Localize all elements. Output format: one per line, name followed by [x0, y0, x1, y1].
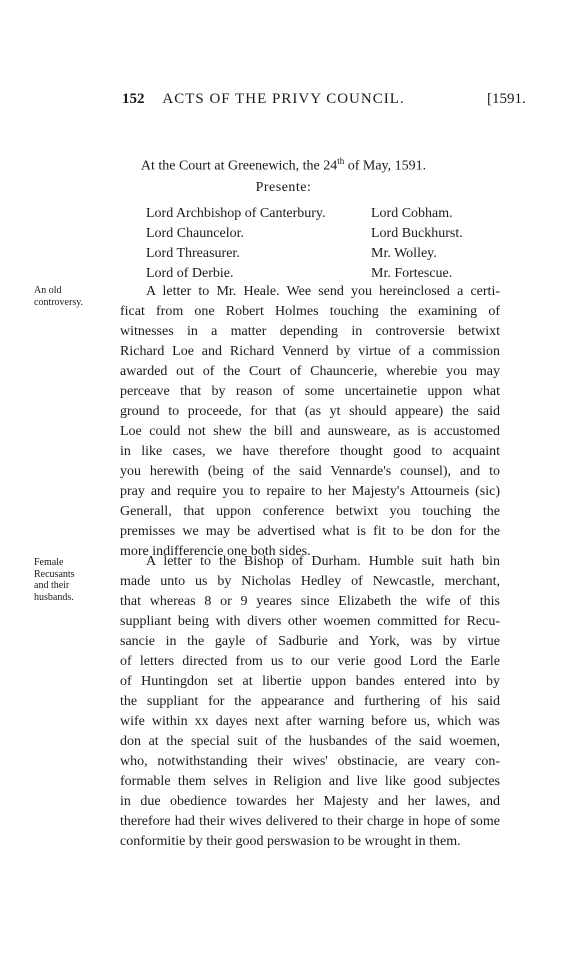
text-line: that whereas 8 or 9 yeares since Elizabeth the wife of this	[120, 594, 500, 609]
text-line: Generall, that uppon conference betwixt you touching the	[120, 504, 500, 519]
text-line: ground to proceede, for that (as yt should appeare) the said	[120, 404, 500, 419]
text-line: sancie in the gayle of Sadburie and York, was by virtue	[120, 634, 500, 649]
margin-note-old-controversy	[34, 285, 114, 308]
text-line: A letter to Mr. Heale. Wee send you hereinclosed a certi-	[146, 284, 500, 299]
text-line: ficat from one Robert Holmes touching the examining of	[120, 304, 500, 319]
margin-note-female-recusants	[34, 557, 114, 603]
margin-note-line: and their	[34, 580, 70, 591]
text-line: of Huntingdon set at libertie uppon bandes entered into by	[120, 674, 500, 689]
meeting-title-suffix: of May, 1591.	[344, 158, 427, 174]
text-line: therefore had their wives delivered to their charge in hope of some	[120, 814, 500, 829]
running-year: [1591.	[487, 91, 526, 107]
present-member: Lord Chauncelor.	[146, 226, 244, 241]
text-line: Richard Loe and Richard Vennerd by virtue of a commission	[120, 344, 500, 359]
margin-note-line: husbands.	[34, 591, 74, 603]
text-line: premisses we may be advertised what is fit to be don for the	[120, 524, 500, 539]
meeting-title	[0, 156, 567, 175]
present-member: Mr. Wolley.	[371, 246, 437, 261]
text-line: made unto us by Nicholas Hedley of Newcastle, merchant,	[120, 574, 500, 589]
running-title: ACTS OF THE PRIVY COUNCIL.	[162, 91, 405, 107]
margin-note-line: controversy.	[34, 296, 84, 308]
present-member: Lord Cobham.	[371, 206, 453, 221]
meeting-title-text: At the Court at Greenewich, the 24	[140, 158, 338, 174]
present-member: Lord Threasurer.	[146, 246, 240, 261]
paragraph-letter-bishop-durham	[120, 552, 500, 852]
text-line: who, notwithstanding their wives' obstinacie, are veary con-	[120, 754, 500, 769]
present-member: Lord Archbishop of Canterbury.	[146, 206, 326, 221]
text-line: the suppliant for the appearance and furthering of his said	[120, 694, 500, 709]
presente-heading: Presente:	[255, 180, 312, 195]
margin-note-line: Female	[34, 557, 64, 568]
page-header	[0, 91, 567, 113]
text-line: witnesses in a matter depending in controversie betwixt	[120, 324, 500, 339]
text-line: pray and require you to repaire to her Majesty's Attourneis (sic)	[120, 484, 500, 499]
present-list-left	[146, 204, 326, 284]
text-line: wife within xx dayes next after warning before us, which was	[120, 714, 500, 729]
margin-note-line: An old	[34, 285, 62, 296]
text-line: conformitie by their good perswasion to be wrought in them.	[120, 834, 461, 849]
text-line: more indifferencie one both sides.	[120, 544, 311, 559]
text-line: Loe could not shew the bill and aunsweare, as is accustomed	[120, 424, 500, 439]
present-list-right	[371, 204, 463, 284]
text-line: don at the special suit of the husbandes of the said woemen,	[120, 734, 500, 749]
page-number: 152	[122, 91, 145, 107]
present-member: Mr. Fortescue.	[371, 266, 453, 281]
text-line: you herewith (being of the said Vennarde's counsel), and to	[120, 464, 500, 479]
text-line: in due obedience towardes her Majesty and her lawes, and	[120, 794, 500, 809]
text-line: perceave that by reason of some uncertainetie uppon what	[120, 384, 500, 399]
text-line: of letters directed from us to our verie good Lord the Earle	[120, 654, 500, 669]
text-line: formable them selves in Religion and live like good subjectes	[120, 774, 500, 789]
text-line: awarded out of the Court of Chauncerie, wherebie you may	[120, 364, 500, 379]
margin-note-line: Recusants	[34, 568, 75, 580]
meeting-title-sup: th	[337, 156, 345, 166]
paragraph-letter-heale	[120, 282, 500, 562]
present-member: Lord Buckhurst.	[371, 226, 463, 241]
text-line: in like cases, we have therefore thought good to acquaint	[120, 444, 500, 459]
text-line: suppliant being with divers other woemen committed for Recu-	[120, 614, 500, 629]
present-member: Lord of Derbie.	[146, 266, 234, 281]
text-line: A letter to the Bishop of Durham. Humble suit hath bin	[146, 554, 500, 569]
